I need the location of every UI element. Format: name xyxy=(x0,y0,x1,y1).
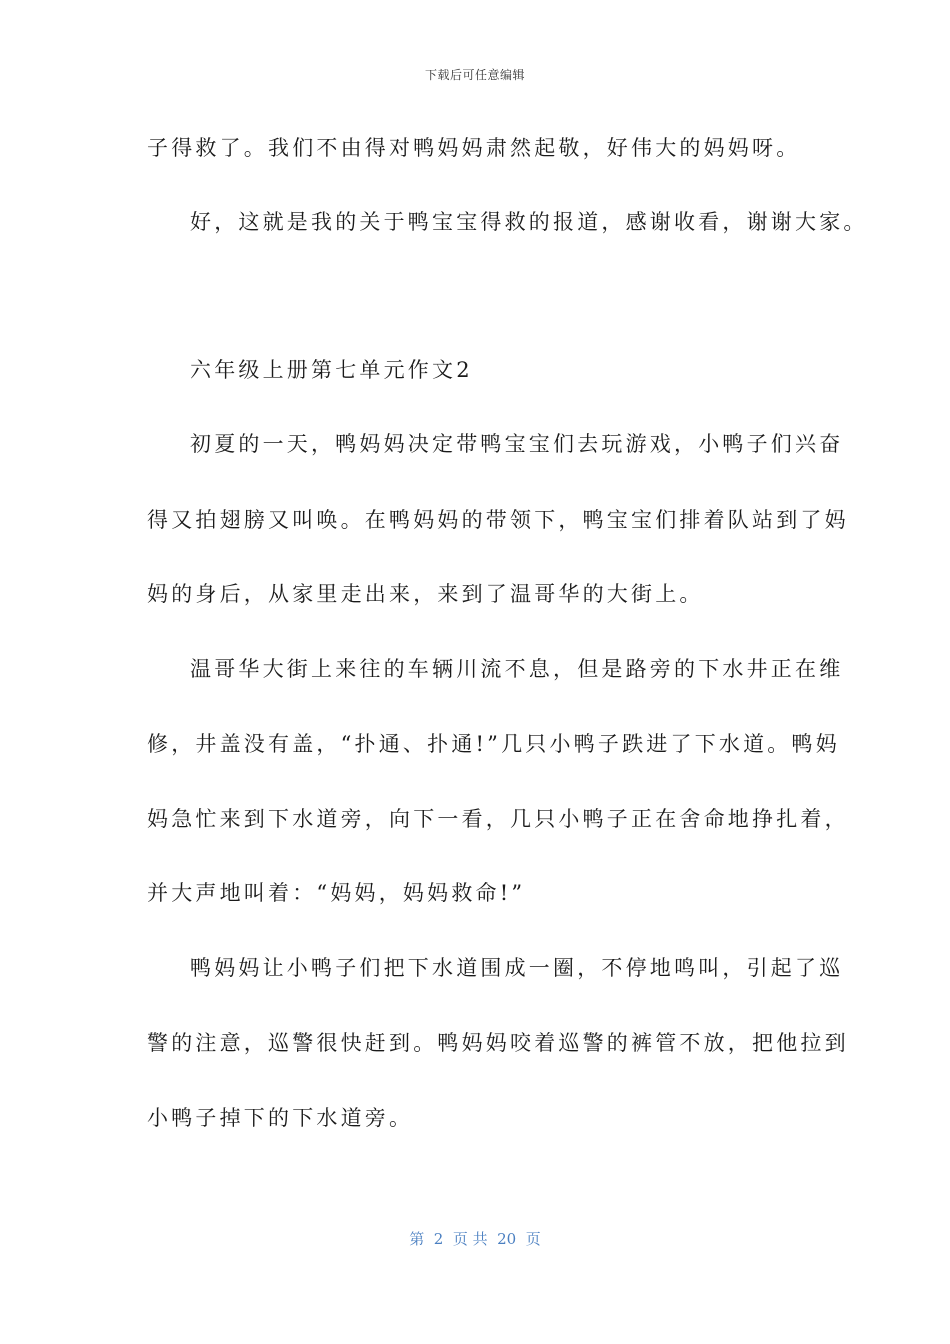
text-line: 得又拍翅膀又叫唤。在鸭妈妈的带领下，鸭宝宝们排着队站到了妈 xyxy=(147,508,849,532)
page-number-footer: 第 2 页 共 20 页 xyxy=(409,1230,541,1248)
page-header-note: 下载后可任意编辑 xyxy=(424,68,525,82)
text-line: 修，井盖没有盖，“扑通、扑通!”几只小鸭子跌进了下水道。鸭妈 xyxy=(147,732,840,756)
text-line: 小鸭子掉下的下水道旁。 xyxy=(147,1106,414,1130)
text-line: 妈的身后，从家里走出来，来到了温哥华的大街上。 xyxy=(147,582,704,606)
text-line: 好，这就是我的关于鸭宝宝得救的报道，感谢收看，谢谢大家。 xyxy=(190,210,868,234)
text-line: 并大声地叫着：“妈妈，妈妈救命!” xyxy=(147,881,526,905)
text-line: 鸭妈妈让小鸭子们把下水道围成一圈，不停地鸣叫，引起了巡 xyxy=(190,956,844,980)
section-heading: 六年级上册第七单元作文2 xyxy=(190,358,473,382)
text-line: 子得救了。我们不由得对鸭妈妈肃然起敬，好伟大的妈妈呀。 xyxy=(147,136,801,160)
text-line: 温哥华大街上来往的车辆川流不息，但是路旁的下水井正在维 xyxy=(190,657,844,681)
text-line: 妈急忙来到下水道旁，向下一看，几只小鸭子正在舍命地挣扎着， xyxy=(147,807,849,831)
text-line: 初夏的一天，鸭妈妈决定带鸭宝宝们去玩游戏，小鸭子们兴奋 xyxy=(190,432,844,456)
text-line: 警的注意，巡警很快赶到。鸭妈妈咬着巡警的裤管不放，把他拉到 xyxy=(147,1031,849,1055)
